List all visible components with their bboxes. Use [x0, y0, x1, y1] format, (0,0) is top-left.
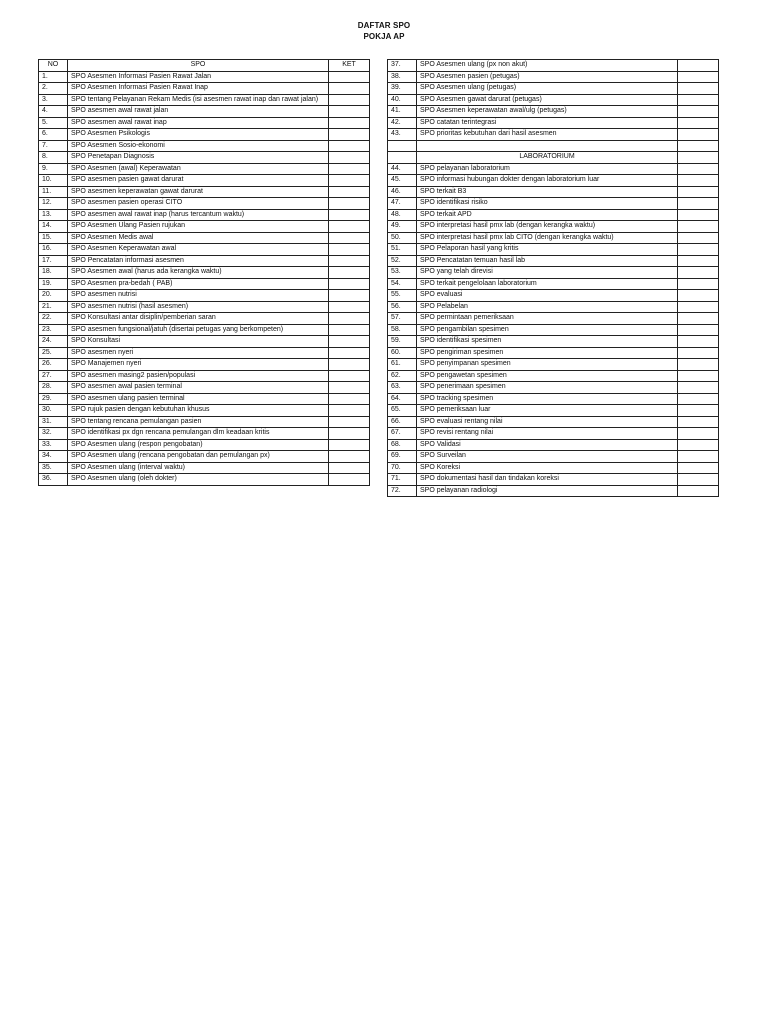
row-number: 45. [388, 175, 417, 187]
row-spo-title: SPO Asesmen Psikologis [68, 129, 329, 141]
spo-table-right [387, 59, 719, 497]
row-ket-cell [678, 428, 719, 440]
row-ket-cell [678, 175, 719, 187]
row-number: 39. [388, 83, 417, 95]
row-spo-title: SPO Asesmen Ulang Pasien rujukan [68, 221, 329, 233]
table-header-row [39, 60, 370, 72]
row-spo-title: SPO Penetapan Diagnosis [68, 152, 329, 164]
row-spo-title: SPO Asesmen ulang (rencana pengobatan dan pemulangan px) [68, 451, 329, 463]
row-spo-title: SPO catatan terintegrasi [417, 117, 678, 129]
row-spo-title: SPO Asesmen ulang (petugas) [417, 83, 678, 95]
row-ket-cell [678, 462, 719, 474]
row-ket-cell [329, 221, 370, 233]
row-spo-title: SPO Asesmen keperawatan awal/ulg (petugas) [417, 106, 678, 118]
table-row [388, 474, 719, 486]
row-spo-title: SPO Manajemen nyeri [68, 359, 329, 371]
table-row [39, 175, 370, 187]
row-ket-cell [678, 94, 719, 106]
row-number: 3. [39, 94, 68, 106]
row-number: 57. [388, 313, 417, 325]
row-number: 14. [39, 221, 68, 233]
row-number: 9. [39, 163, 68, 175]
row-number: 27. [39, 370, 68, 382]
table-row [39, 313, 370, 325]
row-number: 37. [388, 60, 417, 72]
row-spo-title: SPO asesmen ulang pasien terminal [68, 393, 329, 405]
row-number: 63. [388, 382, 417, 394]
row-number: 33. [39, 439, 68, 451]
row-number: 56. [388, 301, 417, 313]
row-ket-cell [678, 232, 719, 244]
row-spo-title: SPO pengawetan spesimen [417, 370, 678, 382]
row-ket-cell [329, 370, 370, 382]
row-number: 59. [388, 336, 417, 348]
row-spo-title: SPO Asesmen Informasi Pasien Rawat Inap [68, 83, 329, 95]
row-ket-cell [678, 290, 719, 302]
row-number: 10. [39, 175, 68, 187]
row-number: 71. [388, 474, 417, 486]
table-row [388, 198, 719, 210]
row-number: 50. [388, 232, 417, 244]
table-row [39, 232, 370, 244]
table-row [388, 405, 719, 417]
row-spo-title: SPO penerimaan spesimen [417, 382, 678, 394]
table-row [39, 198, 370, 210]
row-ket-cell [329, 163, 370, 175]
row-number: 15. [39, 232, 68, 244]
row-number: 55. [388, 290, 417, 302]
row-spo-title: SPO pengambilan spesimen [417, 324, 678, 336]
table-row [388, 439, 719, 451]
table-row [39, 267, 370, 279]
table-row [388, 186, 719, 198]
row-number: 43. [388, 129, 417, 141]
table-row [388, 163, 719, 175]
table-row [388, 106, 719, 118]
row-ket-cell [678, 278, 719, 290]
row-ket-cell [329, 290, 370, 302]
row-number: 19. [39, 278, 68, 290]
row-number: 20. [39, 290, 68, 302]
table-row [388, 428, 719, 440]
table-row [388, 175, 719, 187]
row-ket-cell [329, 313, 370, 325]
row-number: 65. [388, 405, 417, 417]
row-number: 5. [39, 117, 68, 129]
row-spo-title: SPO asesmen nutrisi [68, 290, 329, 302]
row-spo-title: SPO identifikasi px dgn rencana pemulangan dlm keadaan kritis [68, 428, 329, 440]
row-spo-title: SPO pengiriman spesimen [417, 347, 678, 359]
document-subtitle: POKJA AP [363, 32, 405, 41]
table-row [39, 163, 370, 175]
row-number: 61. [388, 359, 417, 371]
row-spo-title: SPO asesmen fungsional/jatuh (disertai petugas yang berkompeten) [68, 324, 329, 336]
row-spo-title: SPO Asesmen (awal) Keperawatan [68, 163, 329, 175]
row-ket-cell [329, 198, 370, 210]
table-row [388, 71, 719, 83]
row-number: 67. [388, 428, 417, 440]
row-number: 64. [388, 393, 417, 405]
row-spo-title: SPO Asesmen ulang (oleh dokter) [68, 474, 329, 486]
row-spo-title: SPO tracking spesimen [417, 393, 678, 405]
row-ket-cell [329, 439, 370, 451]
table-row [39, 117, 370, 129]
row-number: 35. [39, 462, 68, 474]
row-spo-title: SPO asesmen pasien gawat darurat [68, 175, 329, 187]
row-number: 44. [388, 163, 417, 175]
row-spo-title: SPO asesmen awal rawat inap [68, 117, 329, 129]
table-row [39, 359, 370, 371]
row-spo-title: SPO interpretasi hasil pmx lab CITO (dengan kerangka waktu) [417, 232, 678, 244]
header-spo: SPO [68, 60, 329, 72]
table-row [388, 382, 719, 394]
table-row [388, 129, 719, 141]
row-ket-cell [678, 163, 719, 175]
table-row [39, 186, 370, 198]
table-row [39, 462, 370, 474]
row-number: 18. [39, 267, 68, 279]
row-number: 60. [388, 347, 417, 359]
row-number: 21. [39, 301, 68, 313]
row-spo-title: SPO asesmen masing2 pasien/populasi [68, 370, 329, 382]
row-ket-cell [329, 278, 370, 290]
table-row [388, 313, 719, 325]
table-row [39, 474, 370, 486]
row-ket-cell [329, 267, 370, 279]
row-ket-cell [678, 209, 719, 221]
row-ket-cell [678, 301, 719, 313]
table-row [388, 462, 719, 474]
table-row [388, 278, 719, 290]
row-number: 22. [39, 313, 68, 325]
row-ket-cell [678, 439, 719, 451]
row-number: 34. [39, 451, 68, 463]
row-spo-title: SPO terkait pengelolaan laboratorium [417, 278, 678, 290]
row-spo-title: SPO Pelaporan hasil yang kritis [417, 244, 678, 256]
row-spo-title: SPO Koreksi [417, 462, 678, 474]
table-row [39, 301, 370, 313]
row-ket-cell [678, 186, 719, 198]
table-row [388, 485, 719, 497]
row-number: 52. [388, 255, 417, 267]
table-row [39, 370, 370, 382]
document-title: DAFTAR SPO [357, 21, 411, 30]
table-row [39, 382, 370, 394]
row-number: 47. [388, 198, 417, 210]
row-spo-title: SPO revisi rentang nilai [417, 428, 678, 440]
table-row [388, 301, 719, 313]
row-number: 11. [39, 186, 68, 198]
row-number: 66. [388, 416, 417, 428]
row-ket-cell [329, 232, 370, 244]
row-ket-cell [678, 83, 719, 95]
spo-table-left [38, 59, 370, 486]
row-ket-cell [329, 94, 370, 106]
row-spo-title: SPO permintaan pemeriksaan [417, 313, 678, 325]
table-row [39, 152, 370, 164]
row-spo-title: SPO informasi hubungan dokter dengan laboratorium luar [417, 175, 678, 187]
section-row [388, 152, 719, 164]
row-spo-title: SPO asesmen nutrisi (hasil asesmen) [68, 301, 329, 313]
row-number: 40. [388, 94, 417, 106]
row-ket-cell [329, 382, 370, 394]
row-spo-title: SPO asesmen nyeri [68, 347, 329, 359]
row-number: 58. [388, 324, 417, 336]
table-row [39, 71, 370, 83]
row-number: 16. [39, 244, 68, 256]
row-ket-cell [329, 175, 370, 187]
table-row [39, 336, 370, 348]
row-ket-cell [329, 106, 370, 118]
table-row [39, 451, 370, 463]
row-number: 69. [388, 451, 417, 463]
row-ket-cell [329, 405, 370, 417]
row-ket-cell [678, 198, 719, 210]
row-spo-title: SPO Validasi [417, 439, 678, 451]
table-row [39, 209, 370, 221]
table-row [39, 405, 370, 417]
row-ket-cell [678, 474, 719, 486]
row-spo-title: SPO pemeriksaan luar [417, 405, 678, 417]
row-spo-title: SPO asesmen awal rawat inap (harus tercantum waktu) [68, 209, 329, 221]
row-number: 48. [388, 209, 417, 221]
row-number: 24. [39, 336, 68, 348]
table-row [388, 255, 719, 267]
row-ket-cell [329, 209, 370, 221]
row-ket-cell [678, 71, 719, 83]
row-number: 17. [39, 255, 68, 267]
row-spo-title: SPO evaluasi [417, 290, 678, 302]
row-ket-cell [329, 71, 370, 83]
row-number: 25. [39, 347, 68, 359]
row-number: 6. [39, 129, 68, 141]
row-ket-cell [329, 244, 370, 256]
row-spo-title: SPO Pelabelan [417, 301, 678, 313]
row-spo-title: SPO Pencatatan informasi asesmen [68, 255, 329, 267]
row-ket-cell [678, 359, 719, 371]
row-spo-title: SPO Asesmen Medis awal [68, 232, 329, 244]
table-row [388, 393, 719, 405]
table-row [388, 244, 719, 256]
table-row [39, 255, 370, 267]
table-row [39, 416, 370, 428]
row-spo-title: SPO tentang rencana pemulangan pasien [68, 416, 329, 428]
header-ket: KET [329, 60, 370, 72]
row-ket-cell [678, 313, 719, 325]
row-number: 1. [39, 71, 68, 83]
row-spo-title: SPO asesmen awal pasien terminal [68, 382, 329, 394]
row-spo-title: SPO interpretasi hasil pmx lab (dengan kerangka waktu) [417, 221, 678, 233]
row-ket-cell [678, 382, 719, 394]
row-spo-title: SPO asesmen awal rawat jalan [68, 106, 329, 118]
row-spo-title: SPO Konsultasi [68, 336, 329, 348]
row-spo-title: SPO Asesmen gawat darurat (petugas) [417, 94, 678, 106]
row-number: 8. [39, 152, 68, 164]
table-row [39, 244, 370, 256]
section-label: LABORATORIUM [417, 152, 678, 164]
table-row [388, 267, 719, 279]
row-ket-cell [329, 451, 370, 463]
row-ket-cell [678, 221, 719, 233]
table-row [388, 117, 719, 129]
table-row [388, 451, 719, 463]
row-ket-cell [678, 405, 719, 417]
table-row [388, 324, 719, 336]
row-ket-cell [329, 152, 370, 164]
row-number: 28. [39, 382, 68, 394]
row-number: 29. [39, 393, 68, 405]
row-ket-cell [678, 117, 719, 129]
row-number: 42. [388, 117, 417, 129]
table-row [388, 221, 719, 233]
row-number: 49. [388, 221, 417, 233]
table-row [388, 60, 719, 72]
row-spo-title: SPO penyimpanan spesimen [417, 359, 678, 371]
row-ket-cell [678, 347, 719, 359]
table-row [39, 428, 370, 440]
row-number: 54. [388, 278, 417, 290]
row-number: 62. [388, 370, 417, 382]
row-spo-title: SPO prioritas kebutuhan dari hasil asesmen [417, 129, 678, 141]
table-row [39, 140, 370, 152]
row-spo-title: SPO tentang Pelayanan Rekam Medis (isi asesmen rawat inap dan rawat jalan) [68, 94, 329, 106]
row-spo-title: SPO evaluasi rentang nilai [417, 416, 678, 428]
row-ket-cell [678, 129, 719, 141]
table-row [388, 94, 719, 106]
table-row [39, 129, 370, 141]
row-ket-cell [329, 255, 370, 267]
row-ket-cell [678, 451, 719, 463]
row-spo-title: SPO Asesmen ulang (px non akut) [417, 60, 678, 72]
table-row [39, 439, 370, 451]
table-row [39, 94, 370, 106]
row-spo-title: SPO Asesmen ulang (interval waktu) [68, 462, 329, 474]
row-spo-title: SPO Asesmen ulang (respon pengobatan) [68, 439, 329, 451]
row-spo-title: SPO Asesmen pra-bedah ( PAB) [68, 278, 329, 290]
row-ket-cell [329, 140, 370, 152]
row-spo-title: SPO Asesmen Informasi Pasien Rawat Jalan [68, 71, 329, 83]
table-row [39, 290, 370, 302]
row-number: 38. [388, 71, 417, 83]
table-row [39, 347, 370, 359]
row-ket-cell [678, 416, 719, 428]
row-ket-cell [329, 474, 370, 486]
row-number: 36. [39, 474, 68, 486]
row-number: 30. [39, 405, 68, 417]
row-ket-cell [678, 267, 719, 279]
row-spo-title: SPO dokumentasi hasil dan tindakan koreksi [417, 474, 678, 486]
row-number: 13. [39, 209, 68, 221]
row-ket-cell [329, 83, 370, 95]
row-number: 12. [39, 198, 68, 210]
row-number: 46. [388, 186, 417, 198]
row-ket-cell [329, 359, 370, 371]
row-ket-cell [678, 244, 719, 256]
row-spo-title: SPO Asesmen awal (harus ada kerangka waktu) [68, 267, 329, 279]
row-number: 53. [388, 267, 417, 279]
row-spo-title: SPO Asesmen pasien (petugas) [417, 71, 678, 83]
row-spo-title: SPO Asesmen Sosio-ekonomi [68, 140, 329, 152]
row-ket-cell [329, 336, 370, 348]
table-row [39, 278, 370, 290]
row-spo-title: SPO Surveilan [417, 451, 678, 463]
row-number: 41. [388, 106, 417, 118]
row-spo-title: SPO terkait APD [417, 209, 678, 221]
row-ket-cell [678, 370, 719, 382]
row-ket-cell [329, 117, 370, 129]
row-number: 4. [39, 106, 68, 118]
row-number: 72. [388, 485, 417, 497]
row-ket-cell [678, 485, 719, 497]
table-row [388, 416, 719, 428]
table-row [39, 324, 370, 336]
table-row [39, 221, 370, 233]
row-ket-cell [678, 106, 719, 118]
table-spacer-row [388, 140, 719, 152]
row-ket-cell [329, 428, 370, 440]
table-row [388, 83, 719, 95]
row-number: 31. [39, 416, 68, 428]
row-ket-cell [329, 416, 370, 428]
row-spo-title: SPO Asesmen Keperawatan awal [68, 244, 329, 256]
row-spo-title: SPO pelayanan laboratorium [417, 163, 678, 175]
row-number: 26. [39, 359, 68, 371]
row-spo-title: SPO yang telah direvisi [417, 267, 678, 279]
row-ket-cell [678, 393, 719, 405]
row-ket-cell [329, 324, 370, 336]
row-number: 32. [39, 428, 68, 440]
row-number: 7. [39, 140, 68, 152]
row-ket-cell [678, 60, 719, 72]
row-spo-title: SPO identifikasi risiko [417, 198, 678, 210]
row-number: 70. [388, 462, 417, 474]
table-row [39, 393, 370, 405]
row-spo-title: SPO rujuk pasien dengan kebutuhan khusus [68, 405, 329, 417]
table-row [39, 83, 370, 95]
row-spo-title: SPO pelayanan radiologi [417, 485, 678, 497]
table-row [388, 232, 719, 244]
row-spo-title: SPO identifikasi spesimen [417, 336, 678, 348]
table-row [388, 290, 719, 302]
row-number: 51. [388, 244, 417, 256]
row-ket-cell [329, 186, 370, 198]
row-ket-cell [329, 347, 370, 359]
row-number: 68. [388, 439, 417, 451]
row-spo-title: SPO Pencatatan temuan hasil lab [417, 255, 678, 267]
row-ket-cell [329, 393, 370, 405]
table-row [39, 106, 370, 118]
row-spo-title: SPO asesmen pasien operasi CITO [68, 198, 329, 210]
row-ket-cell [329, 462, 370, 474]
row-ket-cell [678, 324, 719, 336]
table-row [388, 347, 719, 359]
table-row [388, 209, 719, 221]
table-row [388, 370, 719, 382]
row-ket-cell [678, 336, 719, 348]
header-no: NO [39, 60, 68, 72]
table-row [388, 359, 719, 371]
row-ket-cell [329, 129, 370, 141]
row-number: 2. [39, 83, 68, 95]
row-spo-title: SPO asesmen keperawatan gawat darurat [68, 186, 329, 198]
table-row [388, 336, 719, 348]
row-ket-cell [678, 255, 719, 267]
row-spo-title: SPO Konsultasi antar disiplin/pemberian saran [68, 313, 329, 325]
row-spo-title: SPO terkait B3 [417, 186, 678, 198]
row-number: 23. [39, 324, 68, 336]
row-ket-cell [329, 301, 370, 313]
